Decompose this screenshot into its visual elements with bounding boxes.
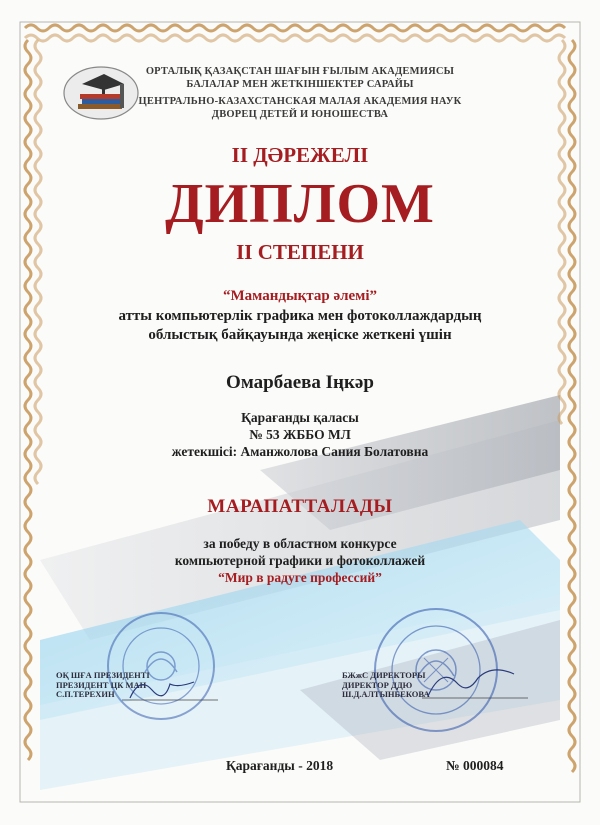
signature-right-line-1: БЖжС ДИРЕКТОРЫ xyxy=(342,670,426,680)
degree-ru: II СТЕПЕНИ xyxy=(236,240,364,264)
signature-left-mark xyxy=(120,672,220,706)
degree-kz: II ДӘРЕЖЕЛІ xyxy=(231,143,369,167)
recipient-supervisor: жетекшісі: Аманжолова Сания Болатовна xyxy=(171,444,429,459)
header-line-3: ЦЕНТРАЛЬНО-КАЗАХСТАНСКАЯ МАЛАЯ АКАДЕМИЯ НАУК xyxy=(138,96,462,107)
signature-left-line-3: С.П.ТЕРЕХИН xyxy=(56,689,115,699)
contest-name-ru: “Мир в радуге профессий” xyxy=(218,570,382,585)
diploma-number: № 000084 xyxy=(446,758,504,773)
signature-left-line-1: ОҚ ШҒА ПРЕЗИДЕНТІ xyxy=(56,670,150,680)
recipient-name: Омарбаева Іңкәр xyxy=(226,372,374,393)
header-line-2: БАЛАЛАР МЕН ЖЕТКІНШЕКТЕР САРАЙЫ xyxy=(186,79,414,90)
signature-left-line-2: ПРЕЗИДЕНТ ЦК МАН xyxy=(56,679,147,690)
signature-right-mark xyxy=(420,662,530,706)
body-ru-line-1: за победу в областном конкурсе xyxy=(203,536,397,551)
recipient-city: Қарағанды қаласы xyxy=(241,410,359,425)
signature-right-line-2: ДИРЕКТОР ДДЮ xyxy=(342,679,413,690)
signature-right xyxy=(342,671,430,700)
header-line-1: ОРТАЛЫҚ ҚАЗАҚСТАН ШАҒЫН ҒЫЛЫМ АКАДЕМИЯСЫ xyxy=(145,66,455,77)
recipient-school: № 53 ЖББО МЛ xyxy=(249,427,351,442)
body-ru-line-2: компьютерной графики и фотоколлажей xyxy=(174,553,426,568)
body-kz-line-2: облыстық байқауында жеңіске жеткені үшін xyxy=(148,327,452,343)
place-year: Қарағанды - 2018 xyxy=(226,758,334,773)
contest-name-kz: “Мамандықтар әлемі” xyxy=(222,288,378,304)
diploma-title: ДИПЛОМ xyxy=(165,173,435,235)
award-text: МАРАПАТТАЛАДЫ xyxy=(207,496,393,517)
header-line-4: ДВОРЕЦ ДЕТЕЙ И ЮНОШЕСТВА xyxy=(211,109,389,120)
body-kz-line-1: атты компьютерлік графика мен фотоколлаждардың xyxy=(118,308,482,324)
signature-right-line-3: Ш.Д.АЛТЫНБЕКОВА xyxy=(342,689,430,699)
